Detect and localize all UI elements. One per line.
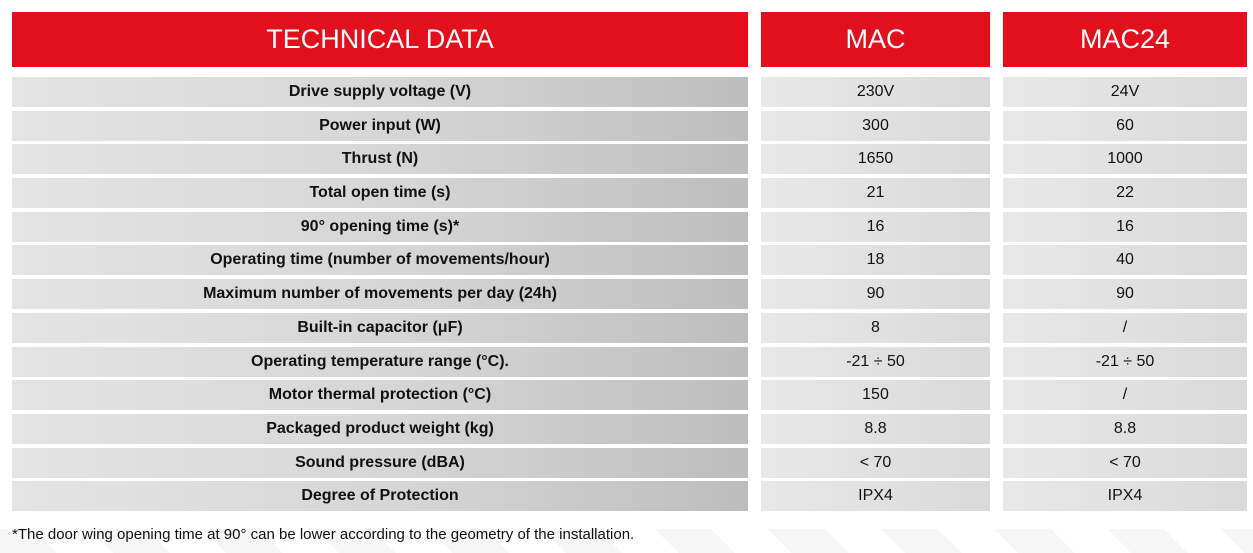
mac-value: 8 bbox=[761, 313, 990, 343]
mac-value: 8.8 bbox=[761, 414, 990, 444]
row-label: Maximum number of movements per day (24h) bbox=[12, 279, 748, 309]
row-label: Operating time (number of movements/hour) bbox=[12, 245, 748, 275]
mac24-value: 16 bbox=[1003, 212, 1247, 242]
mac-value: IPX4 bbox=[761, 481, 990, 511]
header-technical-data: TECHNICAL DATA bbox=[12, 12, 748, 67]
mac24-value: 1000 bbox=[1003, 144, 1247, 174]
row-label: Motor thermal protection (°C) bbox=[12, 380, 748, 410]
mac24-value: IPX4 bbox=[1003, 481, 1247, 511]
mac-value: 18 bbox=[761, 245, 990, 275]
row-label: Packaged product weight (kg) bbox=[12, 414, 748, 444]
mac24-value: / bbox=[1003, 380, 1247, 410]
mac-value: 1650 bbox=[761, 144, 990, 174]
row-label: Power input (W) bbox=[12, 111, 748, 141]
row-label: Total open time (s) bbox=[12, 178, 748, 208]
mac24-value: 40 bbox=[1003, 245, 1247, 275]
header-mac: MAC bbox=[761, 12, 990, 67]
mac24-value: 8.8 bbox=[1003, 414, 1247, 444]
mac-value: 230V bbox=[761, 77, 990, 107]
mac24-value: 60 bbox=[1003, 111, 1247, 141]
mac-value: 16 bbox=[761, 212, 990, 242]
row-label: Sound pressure (dBA) bbox=[12, 448, 748, 478]
mac-value: 300 bbox=[761, 111, 990, 141]
mac-value: 21 bbox=[761, 178, 990, 208]
technical-data-table bbox=[12, 12, 1247, 515]
footnote: *The door wing opening time at 90° can be lower according to the geometry of the installation. bbox=[12, 526, 635, 543]
mac-value: 150 bbox=[761, 380, 990, 410]
mac24-value: < 70 bbox=[1003, 448, 1247, 478]
row-label: Operating temperature range (°C). bbox=[12, 347, 748, 377]
mac-value: -21 ÷ 50 bbox=[761, 347, 990, 377]
row-label: Degree of Protection bbox=[12, 481, 748, 511]
mac24-value: 90 bbox=[1003, 279, 1247, 309]
row-label: Thrust (N) bbox=[12, 144, 748, 174]
mac24-value: -21 ÷ 50 bbox=[1003, 347, 1247, 377]
mac-value: < 70 bbox=[761, 448, 990, 478]
mac24-value: 22 bbox=[1003, 178, 1247, 208]
row-label: 90° opening time (s)* bbox=[12, 212, 748, 242]
row-label: Built-in capacitor (μF) bbox=[12, 313, 748, 343]
mac24-value: 24V bbox=[1003, 77, 1247, 107]
mac24-value: / bbox=[1003, 313, 1247, 343]
mac-value: 90 bbox=[761, 279, 990, 309]
header-mac24: MAC24 bbox=[1003, 12, 1247, 67]
row-label: Drive supply voltage (V) bbox=[12, 77, 748, 107]
